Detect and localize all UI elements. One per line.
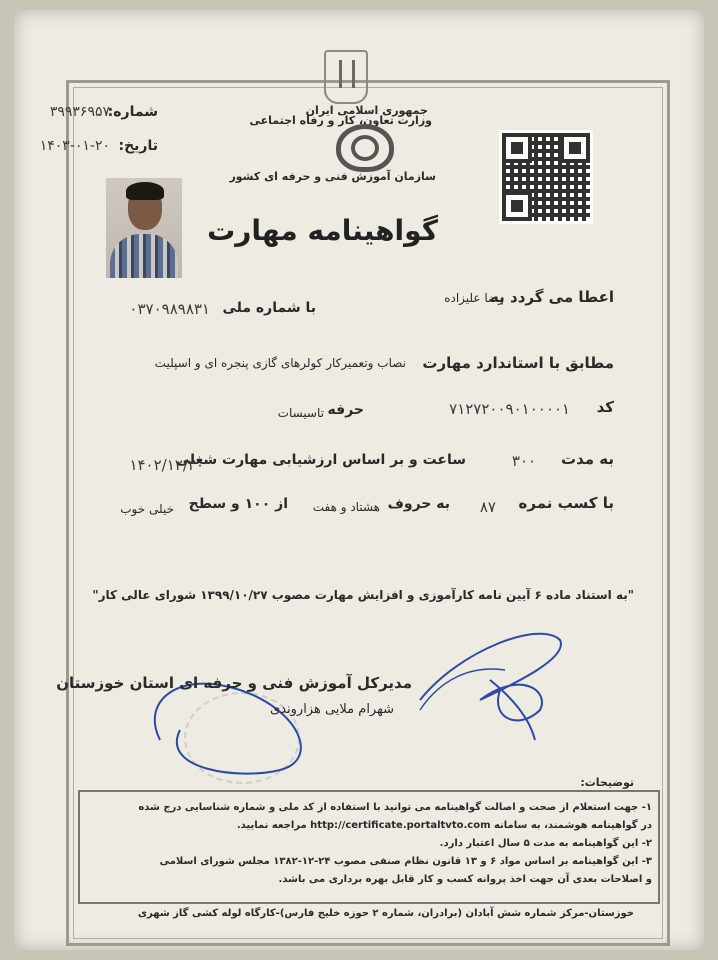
note-line-4: ۳- این گواهینامه بر اساس مواد ۶ و ۱۳ قانون نظام صنفی مصوب ۲۴-۱۲-۱۳۸۲ مجلس شورای اسلامی [159, 856, 652, 867]
iran-emblem-icon [324, 50, 368, 104]
organization-name: سازمان آموزش فنی و حرفه ای کشور [229, 170, 436, 183]
number-value: ۳۹۹۳۶۹۵۷ [49, 104, 110, 120]
in-letters-value: هشتاد و هفت [312, 500, 380, 514]
trade-label: حرفه [327, 402, 364, 418]
certificate-page [14, 10, 704, 950]
number-label: شماره: [107, 104, 158, 120]
handwritten-signature [120, 610, 590, 790]
signatory-title: مدیرکل آموزش فنی و حرفه ای استان خوزستان [56, 674, 412, 692]
score-value: ۸۷ [479, 498, 496, 516]
standard-label: مطابق با استاندارد مهارت [422, 354, 614, 372]
holder-name: رضا علیزاده [444, 291, 504, 305]
evaluation-date: ۱۴۰۲/۱۲/۲۰ [129, 456, 204, 474]
footer-center: خوزستان-مرکز شماره شش آبادان (برادران، شماره ۲ حوزه خلیج فارس)-کارگاه لوله کشی گاز شهری [137, 908, 634, 919]
qr-finder-top-right [560, 133, 590, 163]
code-label: کد [596, 398, 614, 416]
notes-box [78, 790, 660, 904]
certificate-title: گواهینامه مهارت [207, 214, 438, 247]
duration-value: ۳۰۰ [511, 452, 536, 470]
photo-hair [126, 182, 164, 200]
national-id-value: ۰۳۷۰۹۸۹۸۳۱ [129, 300, 210, 318]
date-label: تاریخ: [118, 138, 158, 154]
tvto-logo-icon [336, 124, 394, 172]
ministry-name: وزارت تعاون، کار و رفاه اجتماعی [249, 114, 432, 127]
holder-photo [106, 178, 182, 278]
level-value: خیلی خوب [120, 502, 174, 516]
note-line-2: در گواهینامه هوشمند، به سامانه http://certificate.portaltvto.com مراجعه نمایید. [236, 820, 652, 831]
date-value: ۱۴۰۳-۰۱-۲۰ [39, 138, 110, 154]
qr-code-icon [499, 130, 593, 224]
legal-basis: "به استناد ماده ۶ آیین نامه کارآموزی و افزایش مهارت مصوب ۱۳۹۹/۱۰/۲۷ شورای عالی کار" [92, 588, 634, 602]
country-name: جمهوری اسلامی ایران [305, 104, 428, 117]
qr-finder-bottom-left [502, 191, 532, 221]
photo-shirt [110, 234, 178, 278]
note-line-1: ۱- جهت استعلام از صحت و اصالت گواهینامه می توانید با استفاده از کد ملی و شماره شناسایی درج شده [138, 802, 652, 813]
standard-value: نصاب وتعمیرکار کولرهای گازی پنجره ای و اسپلیت [154, 356, 406, 370]
notes-heading: توضیحات: [580, 776, 634, 789]
score-label: با کسب نمره [518, 494, 614, 512]
in-letters-label: به حروف [387, 496, 450, 512]
of-100-level-label: از ۱۰۰ و سطح [188, 496, 288, 512]
granted-label: اعطا می گردد به [490, 288, 614, 306]
duration-label: به مدت [561, 450, 614, 468]
code-value: ۷۱۲۷۲۰۰۹۰۱۰۰۰۰۱ [449, 400, 570, 418]
trade-value: تاسیسات [277, 406, 324, 420]
signatory-name: شهرام ملایی هزاروندی [270, 702, 394, 717]
national-id-label: با شماره ملی [222, 300, 316, 316]
qr-finder-top-left [502, 133, 532, 163]
note-line-3: ۲- این گواهینامه به مدت ۵ سال اعتبار دارد. [439, 838, 652, 849]
note-line-5: و اصلاحات بعدی آن جهت اخذ پروانه کسب و کار قابل بهره برداری می باشد. [278, 874, 652, 885]
hours-evaluation-label: ساعت و بر اساس ارزشیابی مهارت شغلی [175, 452, 466, 468]
